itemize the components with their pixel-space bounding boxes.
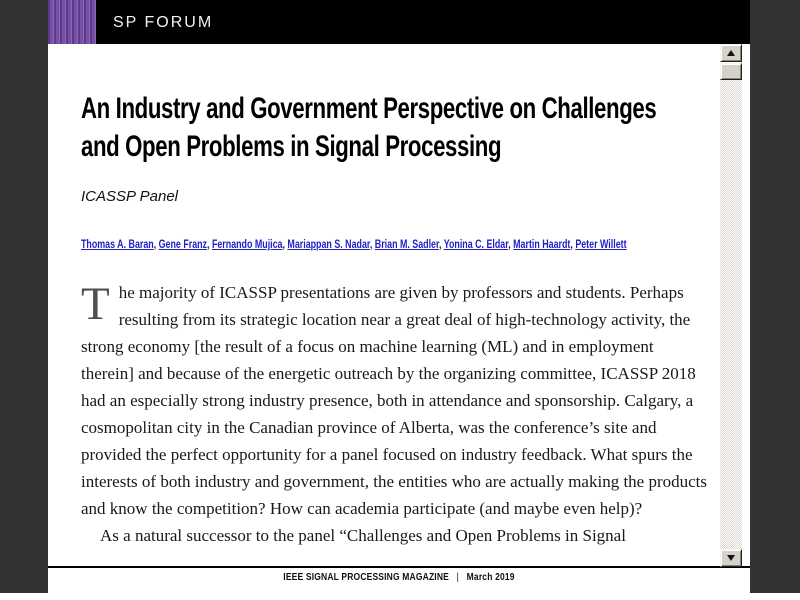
- page-bottom-rule: [48, 566, 750, 568]
- up-arrow-icon: [727, 50, 735, 56]
- author-separator: ,: [438, 237, 444, 251]
- author-link[interactable]: Gene Franz: [158, 237, 208, 251]
- author-separator: ,: [570, 237, 576, 251]
- scrollbar[interactable]: [720, 44, 742, 567]
- drop-cap: T: [81, 278, 110, 330]
- author-separator: ,: [207, 237, 212, 251]
- author-separator: ,: [153, 237, 159, 251]
- footer-line: [101, 572, 698, 583]
- article-subtitle: ICASSP Panel: [81, 188, 178, 205]
- journal-name: IEEE SIGNAL PROCESSING MAGAZINE: [283, 572, 449, 583]
- author-link[interactable]: Thomas A. Baran: [81, 237, 154, 251]
- article-title: [81, 90, 656, 166]
- scrollbar-track[interactable]: [720, 80, 742, 549]
- article-page: [48, 0, 750, 593]
- author-link[interactable]: Fernando Mujica: [211, 237, 283, 251]
- author-link[interactable]: Peter Willett: [575, 237, 627, 251]
- author-separator: ,: [282, 237, 288, 251]
- author-link[interactable]: Yonina C. Eldar: [443, 237, 509, 251]
- issue-date: March 2019: [466, 572, 515, 583]
- footer-separator: |: [456, 572, 460, 583]
- scrollbar-down-button[interactable]: [720, 549, 742, 567]
- body-paragraph-2: As a natural successor to the panel “Challenges and Open Problems in Signal: [100, 526, 626, 545]
- author-link[interactable]: Martin Haardt: [513, 237, 571, 251]
- sp-forum-logo-icon: [48, 0, 96, 44]
- article-title-line: and Open Problems in Signal Processing: [81, 130, 502, 163]
- article-title-line: An Industry and Government Perspective on Challenges: [81, 92, 657, 125]
- author-link[interactable]: Mariappan S. Nadar: [287, 237, 370, 251]
- body-paragraph-1: [81, 279, 710, 522]
- header-bar: [48, 0, 750, 44]
- scrollbar-thumb[interactable]: [720, 63, 742, 80]
- author-separator: ,: [369, 237, 375, 251]
- forum-title: SP FORUM: [113, 14, 214, 31]
- author-link[interactable]: Brian M. Sadler: [374, 237, 439, 251]
- author-separator: ,: [508, 237, 514, 251]
- authors-line: [81, 237, 627, 251]
- down-arrow-icon: [727, 555, 735, 561]
- paragraph-1-text: he majority of ICASSP presentations are given by professors and students. Perhaps resulting from its strategic location near a great deal of high-technology activity, the strong economy [the result of a focus on machine learning (ML) and in employment therein] and because of the energetic outreach by the organizing committee, ICASSP 2018 had an especially strong industry presence, both in attendance and sponsorship. Calgary, a cosmopolitan city in the Canadian province of Alberta, was the conference’s site and provided the perfect opportunity for a panel focused on industry feedback. What spurs the interests of both industry and government, the entities who are actually making the products and know the competition? How can academia participate (and maybe even help)?: [81, 283, 708, 518]
- article-body: [81, 279, 710, 549]
- scrollbar-up-button[interactable]: [720, 44, 742, 62]
